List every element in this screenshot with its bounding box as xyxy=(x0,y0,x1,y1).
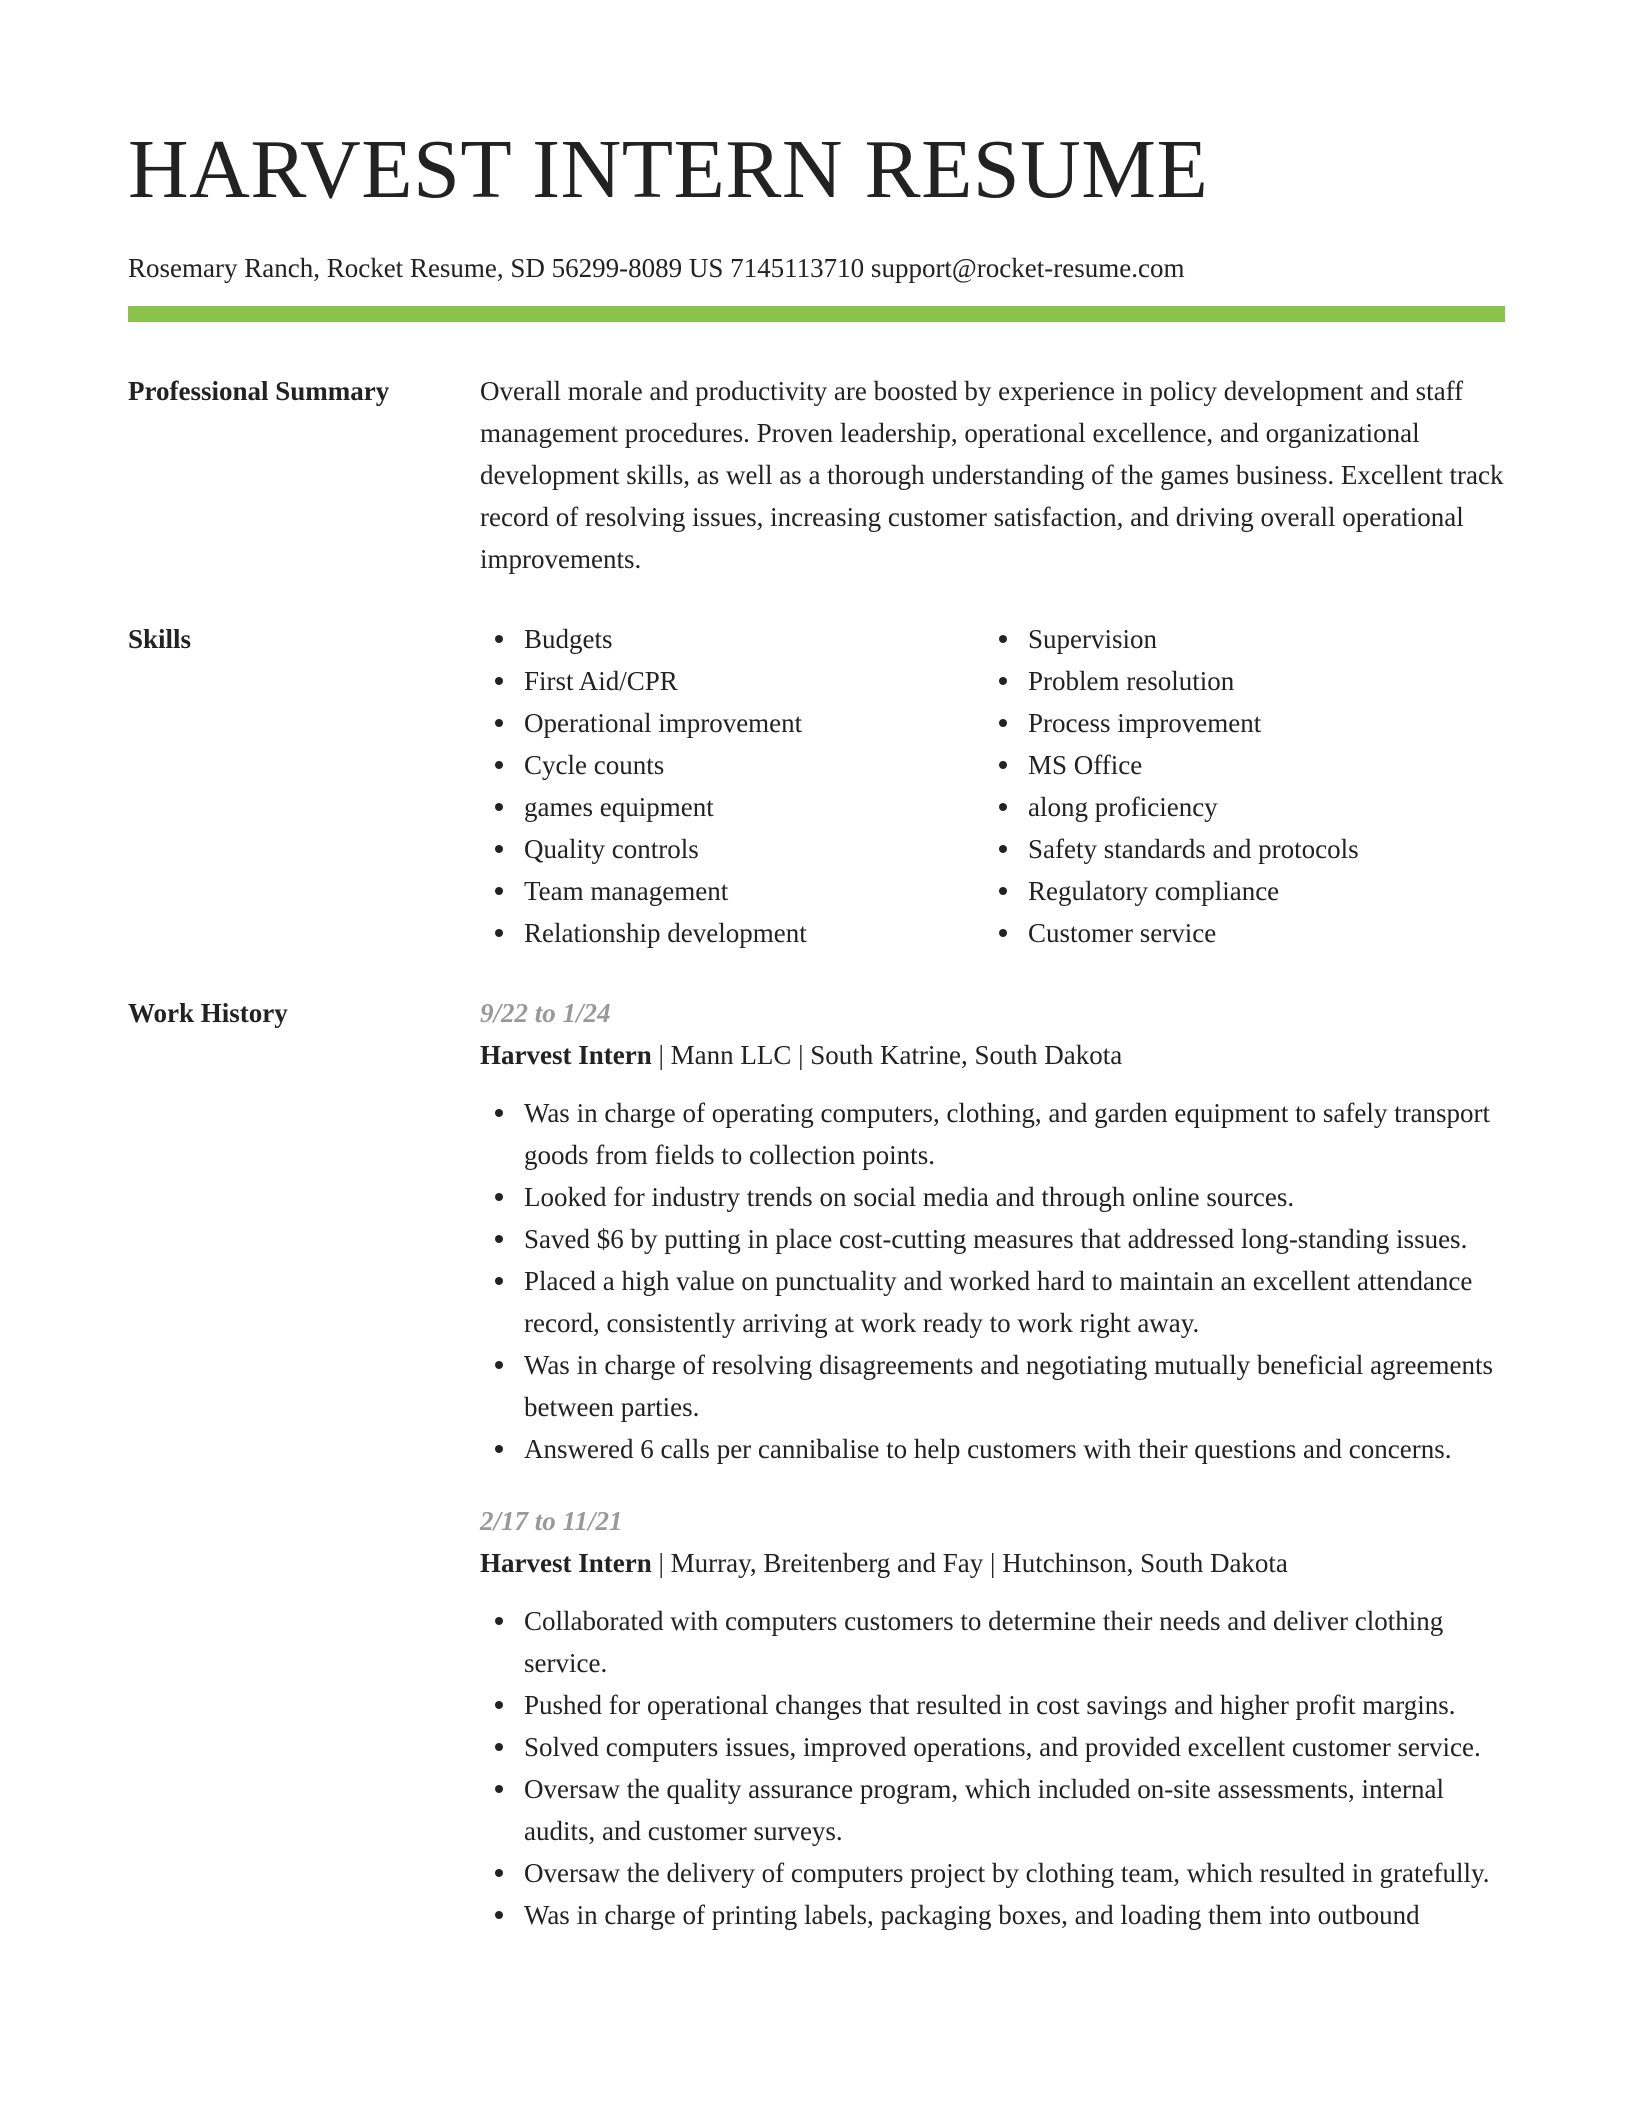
skills-column-right xyxy=(984,618,1488,954)
job-duties-list xyxy=(480,1092,1505,1470)
header-divider xyxy=(128,306,1505,322)
job-duties-list xyxy=(480,1600,1505,1936)
skill-item: Cycle counts xyxy=(524,744,984,786)
job-details: | Mann LLC | South Katrine, South Dakota xyxy=(651,1040,1123,1070)
job-dates: 9/22 to 1/24 xyxy=(480,998,611,1028)
duty-item: Solved computers issues, improved operations, and provided excellent customer service. xyxy=(524,1726,1505,1768)
section-label-summary: Professional Summary xyxy=(128,376,390,406)
section-work-history xyxy=(128,992,1505,1936)
section-professional-summary xyxy=(128,370,1505,580)
resume-page xyxy=(128,0,1505,1936)
resume-title: HARVEST INTERN RESUME xyxy=(128,123,1209,216)
duty-item: Pushed for operational changes that resulted in cost savings and higher profit margins. xyxy=(524,1684,1505,1726)
skill-item: Team management xyxy=(524,870,984,912)
skills-column-left xyxy=(480,618,984,954)
skill-item: Supervision xyxy=(1028,618,1488,660)
skill-item: Customer service xyxy=(1028,912,1488,954)
summary-text: Overall morale and productivity are boosted by experience in policy development and staff management procedures. Proven leadership, operational excellence, and organizational development skills, as well as a thorough understanding of the games business. Excellent track record of resolving issues, increasing customer satisfaction, and driving overall operational improvements. xyxy=(480,376,1504,574)
skill-item: Operational improvement xyxy=(524,702,984,744)
job-dates: 2/17 to 11/21 xyxy=(480,1506,623,1536)
duty-item: Placed a high value on punctuality and worked hard to maintain an excellent attendance record, consistently arriving at work ready to work right away. xyxy=(524,1260,1505,1344)
duty-item: Was in charge of resolving disagreements and negotiating mutually beneficial agreements between parties. xyxy=(524,1344,1505,1428)
section-label-skills: Skills xyxy=(128,624,192,654)
skill-item: Safety standards and protocols xyxy=(1028,828,1488,870)
section-label-work-history: Work History xyxy=(128,998,288,1028)
skill-item: Process improvement xyxy=(1028,702,1488,744)
job-entry xyxy=(480,992,1505,1470)
skills-grid xyxy=(480,618,1505,954)
duty-item: Looked for industry trends on social media and through online sources. xyxy=(524,1176,1505,1218)
job-details: | Murray, Breitenberg and Fay | Hutchinson, South Dakota xyxy=(651,1548,1288,1578)
contact-line: Rosemary Ranch, Rocket Resume, SD 56299-8089 US 7145113710 support@rocket-resume.com xyxy=(128,253,1185,283)
job-title: Harvest Intern xyxy=(480,1040,652,1070)
skill-item: Budgets xyxy=(524,618,984,660)
skill-item: along proficiency xyxy=(1028,786,1488,828)
skill-item: Relationship development xyxy=(524,912,984,954)
skill-item: games equipment xyxy=(524,786,984,828)
skill-item: MS Office xyxy=(1028,744,1488,786)
duty-item: Answered 6 calls per cannibalise to help customers with their questions and concerns. xyxy=(524,1428,1505,1470)
job-entry xyxy=(480,1500,1505,1936)
section-skills xyxy=(128,618,1505,954)
job-title: Harvest Intern xyxy=(480,1548,652,1578)
duty-item: Was in charge of operating computers, clothing, and garden equipment to safely transport goods from fields to collection points. xyxy=(524,1092,1505,1176)
skill-item: Regulatory compliance xyxy=(1028,870,1488,912)
job-header xyxy=(480,1542,1505,1584)
duty-item: Saved $6 by putting in place cost-cutting measures that addressed long-standing issues. xyxy=(524,1218,1505,1260)
duty-item: Oversaw the quality assurance program, which included on-site assessments, internal audits, and customer surveys. xyxy=(524,1768,1505,1852)
duty-item: Collaborated with computers customers to determine their needs and deliver clothing service. xyxy=(524,1600,1505,1684)
skill-item: First Aid/CPR xyxy=(524,660,984,702)
duty-item: Was in charge of printing labels, packaging boxes, and loading them into outbound xyxy=(524,1894,1505,1936)
skill-item: Quality controls xyxy=(524,828,984,870)
job-header xyxy=(480,1034,1505,1076)
duty-item: Oversaw the delivery of computers project by clothing team, which resulted in gratefully. xyxy=(524,1852,1505,1894)
skill-item: Problem resolution xyxy=(1028,660,1488,702)
